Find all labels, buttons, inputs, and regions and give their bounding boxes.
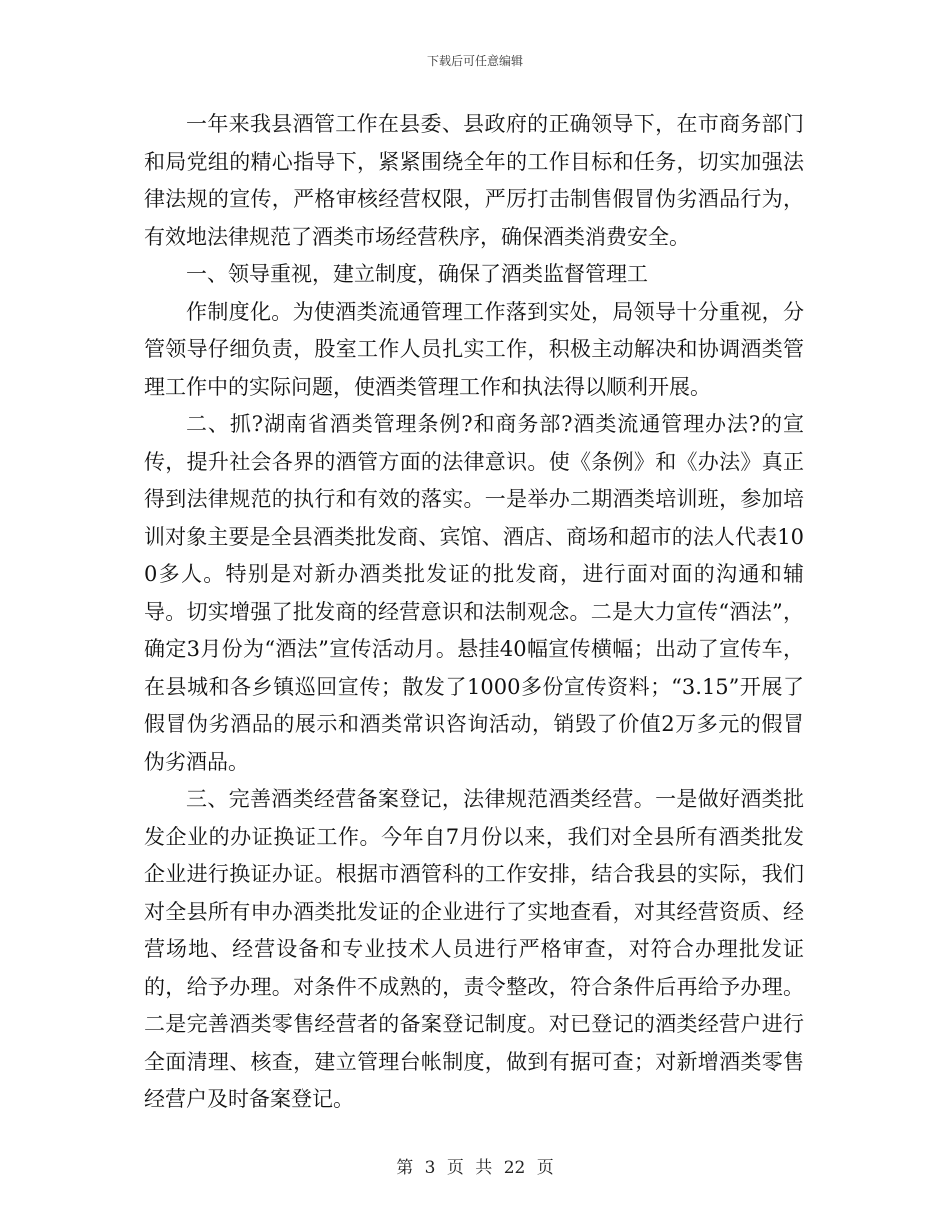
- section-heading-1: 一、领导重视，建立制度，确保了酒类监督管理工: [186, 262, 648, 286]
- page-prefix: 第: [396, 1158, 414, 1178]
- page-mid: 页: [446, 1158, 464, 1178]
- paragraph-section-1: 作制度化。为使酒类流通管理工作落到实处，局领导十分重视，分管领导仔细负责，股室工作人员扎实工作，积极主动解决和协调酒类管理工作中的实际问题，使酒类管理工作和执法得以顺利开展。: [144, 299, 804, 399]
- page-number-footer: [0, 1153, 950, 1178]
- page-current: 3: [424, 1158, 436, 1178]
- paragraph-intro: 一年来我县酒管工作在县委、县政府的正确领导下，在市商务部门和局党组的精心指导下，紧紧围绕全年的工作目标和任务，切实加强法律法规的宣传，严格审核经营权限，严厉打击制售假冒伪劣酒品行为，有效地法律规范了酒类市场经营秩序，确保酒类消费安全。: [144, 112, 804, 249]
- page-total: 22: [503, 1158, 526, 1178]
- page-suffix: 页: [536, 1158, 554, 1178]
- page-total-prefix: 共: [475, 1158, 493, 1178]
- paragraph-section-3: 三、完善酒类经营备案登记，法律规范酒类经营。一是做好酒类批发企业的办证换证工作。今年自7月份以来，我们对全县所有酒类批发企业进行换证办证。根据市酒管科的工作安排，结合我县的实际，我们对全县所有申办酒类批发证的企业进行了实地查看，对其经营资质、经营场地、经营设备和专业技术人员进行严格审查，对符合办理批发证的，给予办理。对条件不成熟的，责令整改，符合条件后再给予办理。二是完善酒类零售经营者的备案登记制度。对已登记的酒类经营户进行全面清理、核查，建立管理台帐制度，做到有据可查；对新增酒类零售经营户及时备案登记。: [144, 787, 804, 1111]
- page-header-note: 下载后可任意编辑: [426, 54, 523, 68]
- document-body: [144, 106, 804, 1119]
- paragraph-section-2: 二、抓?湖南省酒类管理条例?和商务部?酒类流通管理办法?的宣传，提升社会各界的酒管方面的法律意识。使《条例》和《办法》真正得到法律规范的执行和有效的落实。一是举办二期酒类培训班，参加培训对象主要是全县酒类批发商、宾馆、酒店、商场和超市的法人代表100多人。特别是对新办酒类批发证的批发商，进行面对面的沟通和辅导。切实增强了批发商的经营意识和法制观念。二是大力宣传“酒法”，确定3月份为“酒法”宣传活动月。悬挂40幅宣传横幅；出动了宣传车，在县城和各乡镇巡回宣传；散发了1000多份宣传资料；“3.15”开展了假冒伪劣酒品的展示和酒类常识咨询活动，销毁了价值2万多元的假冒伪劣酒品。: [144, 412, 804, 774]
